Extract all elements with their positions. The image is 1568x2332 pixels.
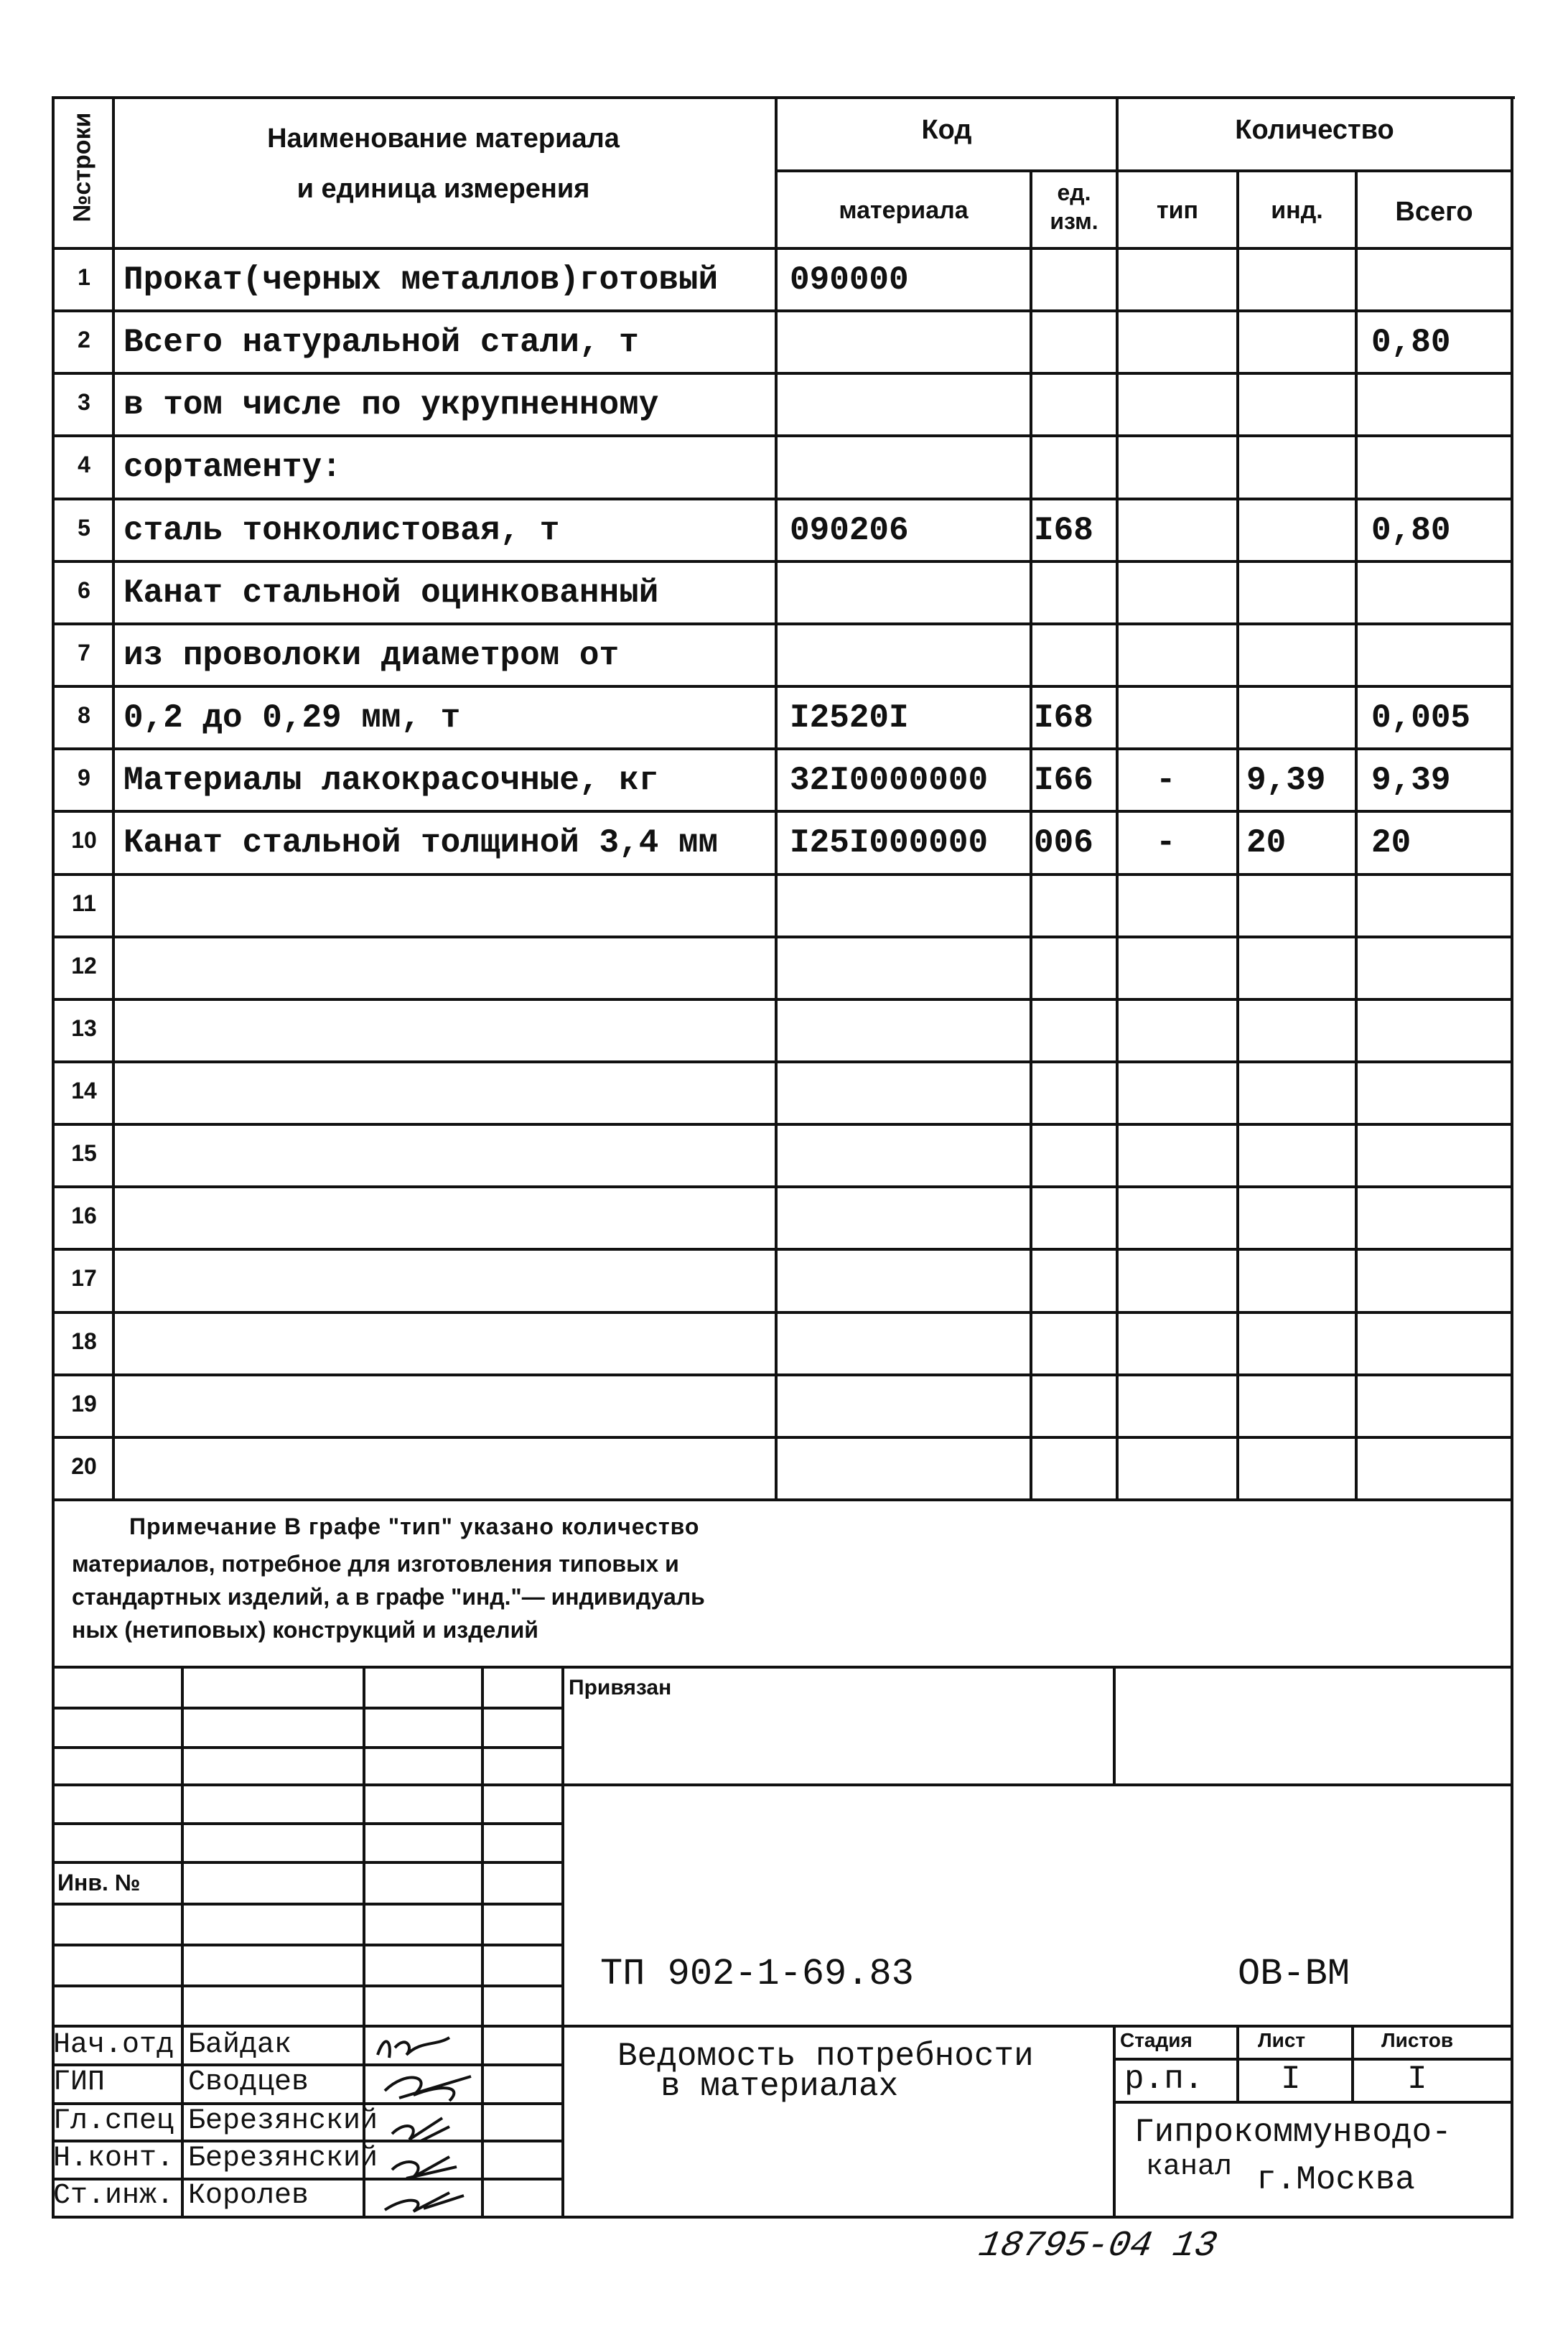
material-name: Всего натуральной стали, т — [123, 324, 639, 362]
unit-code: 006 — [1034, 824, 1093, 862]
stamp-bottom-line — [52, 2216, 1513, 2219]
header-bottom-line — [52, 247, 1513, 250]
stamp-row-c — [52, 1783, 1513, 1786]
col-line-ind — [1355, 169, 1358, 1500]
row-number: 6 — [78, 577, 90, 603]
note-line1: Примечание В графе "тип" указано количество — [129, 1514, 700, 1539]
stamp-row-g — [52, 1944, 563, 1946]
header-unit-2: изм. — [1050, 208, 1098, 234]
row-number: 16 — [71, 1203, 97, 1229]
header-name-line1: Наименование материала — [267, 123, 620, 154]
row-separator — [52, 936, 1513, 938]
signatory-role: Нач.отд — [53, 2029, 174, 2061]
row-separator — [52, 1060, 1513, 1063]
row-separator — [52, 810, 1513, 813]
row-separator — [52, 372, 1513, 375]
quantity-individual: 20 — [1246, 824, 1287, 862]
row-number: 13 — [71, 1015, 97, 1041]
sheet-label: Лист — [1258, 2029, 1306, 2051]
note-line3: стандартных изделий, а в графе "инд."— индивидуаль — [72, 1584, 705, 1610]
row-separator — [52, 309, 1513, 312]
material-name: Канат стальной толщиной 3,4 мм — [123, 824, 719, 862]
quantity-type: - — [1156, 762, 1176, 800]
signatory-name: Березянский — [188, 2142, 378, 2175]
material-code: I25I000000 — [790, 824, 989, 862]
document-mark: ОВ-ВМ — [1238, 1953, 1350, 1995]
sheets-label: Листов — [1381, 2029, 1454, 2051]
table-right-border — [1511, 96, 1513, 2217]
quantity-total: 9,39 — [1371, 762, 1451, 800]
row-separator — [52, 1248, 1513, 1251]
col-line-unit — [1116, 96, 1119, 1500]
material-name: сталь тонколистовая, т — [123, 511, 560, 549]
sheets-value: I — [1407, 2061, 1427, 2098]
header-quantity: Количество — [1235, 115, 1394, 145]
header-ind: инд. — [1271, 197, 1323, 224]
header-material: материала — [839, 197, 969, 224]
row-number: 4 — [78, 452, 90, 478]
row-number: 3 — [78, 389, 90, 416]
title-line2: в материалах — [661, 2068, 899, 2105]
row-separator — [52, 434, 1513, 437]
stamp-row-e — [52, 1861, 563, 1864]
material-name: Канат стальной оцинкованный — [123, 574, 659, 612]
inventory-number-label: Инв. № — [57, 1870, 141, 1895]
title-line1: Ведомость потребности — [617, 2038, 1034, 2075]
stage-value: р.п. — [1124, 2061, 1204, 2098]
sheet-value: I — [1281, 2061, 1301, 2098]
signatory-role: Н.конт. — [53, 2142, 174, 2175]
stamp-right-divider-top — [1113, 1666, 1116, 1785]
row-separator — [52, 998, 1513, 1001]
signature-marks — [363, 2026, 478, 2216]
privyazan-label: Привязан — [569, 1676, 672, 1699]
stamp-row-f — [52, 1903, 563, 1906]
organization-city: г.Москва — [1256, 2161, 1415, 2198]
col-line-name — [775, 96, 778, 1500]
row-number: 20 — [71, 1452, 97, 1479]
signatory-role: Гл.спец — [53, 2105, 174, 2137]
signatory-name: Байдак — [188, 2029, 292, 2061]
row-separator — [52, 498, 1513, 500]
quantity-total: 20 — [1371, 824, 1411, 862]
col-line-code — [1030, 169, 1032, 1500]
header-name-line2: и единица измерения — [297, 174, 590, 204]
row-separator — [52, 747, 1513, 750]
material-code: I2520I — [790, 699, 909, 737]
note-line4: ных (нетиповых) конструкций и изделий — [72, 1617, 538, 1643]
row-number: 12 — [71, 952, 97, 979]
stamp-right-divider-bottom — [1113, 2025, 1116, 2217]
col-line-type — [1236, 169, 1239, 1500]
row-separator — [52, 560, 1513, 563]
stamp-row-b — [52, 1746, 563, 1749]
row-separator — [52, 1373, 1513, 1376]
row-separator — [52, 1311, 1513, 1314]
header-total: Всего — [1395, 197, 1473, 227]
signatory-name: Сводцев — [188, 2066, 309, 2099]
stage-divider-1 — [1236, 2025, 1239, 2102]
note-line2: материалов, потребное для изготовления типовых и — [72, 1551, 679, 1577]
header-type: тип — [1156, 197, 1199, 224]
row-number: 15 — [71, 1140, 97, 1167]
stamp-top-line — [52, 1666, 1513, 1669]
stamp-row-a — [52, 1707, 563, 1710]
signatory-name: Березянский — [188, 2105, 378, 2137]
row-number: 17 — [71, 1265, 97, 1292]
quantity-type: - — [1156, 824, 1176, 862]
row-separator — [52, 873, 1513, 876]
stamp-row-h — [52, 1984, 563, 1987]
row-number: 19 — [71, 1390, 97, 1417]
col-line-rownum — [112, 96, 115, 1500]
material-name: из проволоки диаметром от — [123, 636, 620, 674]
signatory-role: ГИП — [53, 2066, 106, 2099]
table-left-border — [52, 96, 55, 2217]
signatory-name: Королев — [188, 2180, 309, 2212]
row-number: 9 — [78, 765, 90, 791]
row-number: 14 — [71, 1077, 97, 1104]
row-separator — [52, 1436, 1513, 1439]
unit-code: I68 — [1034, 699, 1093, 737]
material-name: в том числе по укрупненному — [123, 386, 659, 424]
quantity-total: 0,005 — [1371, 699, 1471, 737]
row-separator — [52, 1185, 1513, 1188]
material-code: 090206 — [790, 511, 909, 549]
header-unit-1: ед. — [1057, 179, 1091, 205]
header-code: Код — [921, 115, 972, 145]
row-number: 8 — [78, 702, 90, 729]
row-separator — [52, 685, 1513, 688]
row-number: 2 — [78, 327, 90, 353]
unit-code: I66 — [1034, 762, 1093, 800]
quantity-total: 0,80 — [1371, 324, 1451, 362]
rows-bottom-line — [52, 1498, 1513, 1501]
organization-line2: канал — [1146, 2151, 1233, 2183]
row-number: 18 — [71, 1328, 97, 1354]
row-separator — [52, 622, 1513, 625]
stage-bottom-line — [1113, 2101, 1513, 2104]
row-number: 11 — [72, 890, 96, 916]
row-number: 1 — [78, 264, 90, 290]
stamp-title-line — [52, 2025, 1513, 2028]
stage-label: Стадия — [1120, 2029, 1193, 2051]
document-number: ТП 902-1-69.83 — [600, 1953, 914, 1995]
footer-number: 18795-04 13 — [975, 2226, 1221, 2267]
table-top-border — [52, 96, 1515, 99]
row-number: 7 — [78, 639, 90, 666]
material-name: 0,2 до 0,29 мм, т — [123, 699, 461, 737]
material-name: сортаменту: — [123, 449, 342, 487]
stage-divider-2 — [1351, 2025, 1354, 2102]
organization-line1: Гипрокоммунводо- — [1134, 2114, 1452, 2151]
material-code: 090000 — [790, 261, 909, 299]
quantity-individual: 9,39 — [1246, 762, 1326, 800]
stamp-row-d — [52, 1822, 563, 1825]
signatory-role: Ст.инж. — [53, 2180, 174, 2212]
row-number: 5 — [78, 514, 90, 541]
row-number: 10 — [71, 827, 97, 854]
header-mid-line — [775, 169, 1513, 172]
quantity-total: 0,80 — [1371, 511, 1451, 549]
material-name: Материалы лакокрасочные, кг — [123, 762, 659, 800]
unit-code: I68 — [1034, 511, 1093, 549]
row-separator — [52, 1123, 1513, 1126]
header-row-number: №строки — [68, 112, 96, 223]
material-name: Прокат(черных металлов)готовый — [123, 261, 719, 299]
material-code: 32I0000000 — [790, 762, 989, 800]
